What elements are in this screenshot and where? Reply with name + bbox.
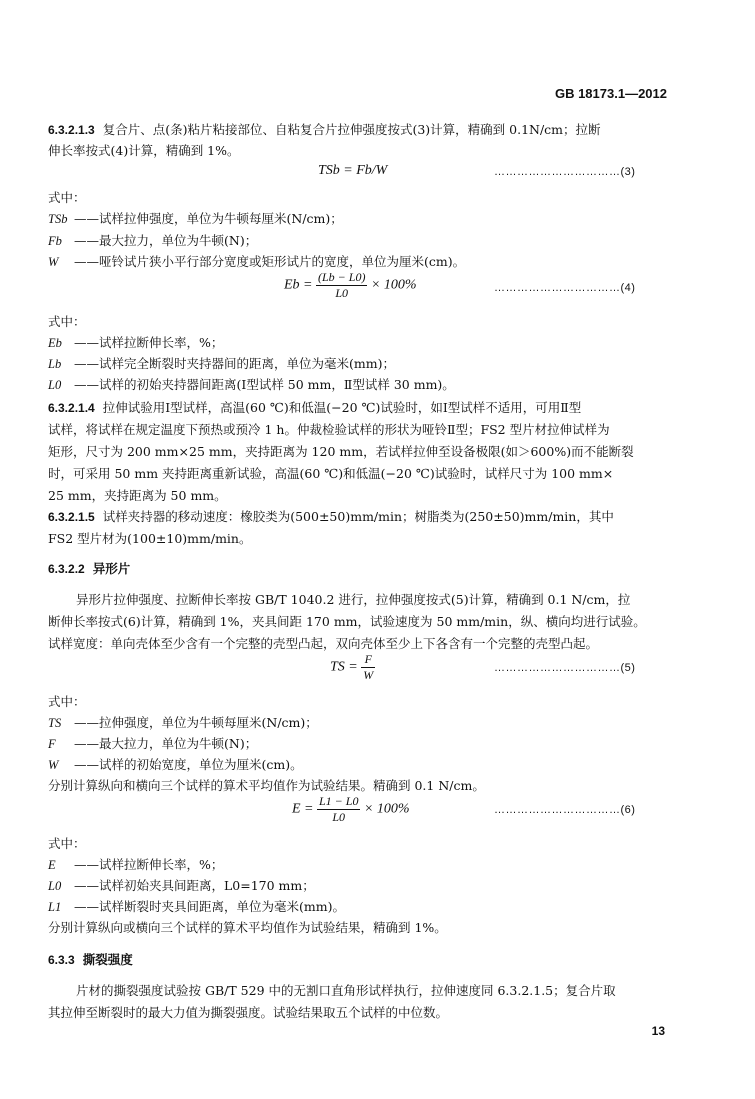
clause-text: 复合片、点(条)粘片粘接部位、自粘复合片拉伸强度按式(3)计算，精确到 0.1N/cm；拉断 xyxy=(102,122,601,137)
definition-row xyxy=(48,209,343,227)
formula-lhs: Eb = xyxy=(284,277,313,293)
fraction-denominator: L0 xyxy=(332,810,346,824)
definition-symbol: W xyxy=(48,758,59,772)
where-label: 式中： xyxy=(48,190,86,205)
definition-row xyxy=(48,897,345,915)
definition-text: ——拉伸强度，单位为牛顿每厘米(N/cm)； xyxy=(74,715,318,730)
clause-number: 6.3.2.1.3 xyxy=(48,123,95,137)
formula-lhs: E = xyxy=(292,801,314,817)
section-title: 异形片 xyxy=(92,561,131,576)
definition-row xyxy=(48,876,315,894)
fraction-numerator: (Lb − L0) xyxy=(318,270,366,284)
definition-text: ——试样的初始夹持器间距离(Ⅰ型试样 50 mm，Ⅱ型试样 30 mm)。 xyxy=(74,377,455,392)
definition-text: ——哑铃试片狭小平行部分宽度或矩形试片的宽度，单位为厘米(cm)。 xyxy=(74,254,466,269)
fraction-denominator: W xyxy=(363,668,374,682)
clause-6-3-2-1-5 xyxy=(48,507,614,525)
section-title: 撕裂强度 xyxy=(82,952,133,967)
definition-symbol: F xyxy=(48,737,56,751)
definition-symbol: L0 xyxy=(48,879,62,893)
definition-symbol: Lb xyxy=(48,357,62,371)
fraction-numerator: L1 − L0 xyxy=(319,794,359,808)
definition-row xyxy=(48,252,465,270)
definition-text: ——最大拉力，单位为牛顿(N)； xyxy=(74,736,258,751)
result-note: 分别计算纵向或横向三个试样的算术平均值作为试验结果，精确到 1%。 xyxy=(48,920,447,935)
definition-row xyxy=(48,231,257,249)
definition-symbol: L0 xyxy=(48,378,62,392)
paragraph-line: 试样宽度：单向壳体至少含有一个完整的壳型凸起，双向壳体至少上下各含有一个完整的壳型凸起。 xyxy=(48,636,599,651)
definition-text: ——试样拉断伸长率，%； xyxy=(74,857,224,872)
clause-text-line: 时，可采用 50 mm 夹持距离重新试验，高温(60 ℃)和低温(−20 ℃)试验时，试样尺寸为 100 mm× xyxy=(48,466,614,481)
clause-text-line: 试样，将试样在规定温度下预热或预冷 1 h。仲裁检验试样的形状为哑铃Ⅱ型；FS2 型片材拉伸试样为 xyxy=(48,422,610,437)
definition-row xyxy=(48,354,395,372)
definition-text: ——最大拉力，单位为牛顿(N)； xyxy=(74,233,258,248)
definition-row xyxy=(48,734,257,752)
definition-text: ——试样拉断伸长率，%； xyxy=(74,335,224,350)
fraction-numerator: F xyxy=(361,652,375,668)
fraction-denominator: L0 xyxy=(335,286,349,300)
definition-text: ——试样的初始宽度，单位为厘米(cm)。 xyxy=(74,757,303,772)
definition-symbol: TSb xyxy=(48,212,68,226)
definition-text: ——试样断裂时夹具间距离，单位为毫米(mm)。 xyxy=(74,899,345,914)
definition-row xyxy=(48,713,318,731)
section-heading-6-3-3 xyxy=(48,950,133,968)
clause-number: 6.3.2.1.5 xyxy=(48,510,95,524)
definition-row xyxy=(48,375,455,393)
formula-6 xyxy=(292,794,410,825)
clause-text: 拉伸试验用Ⅰ型试样，高温(60 ℃)和低温(−20 ℃)试验时，如Ⅰ型试样不适用，可用Ⅱ型 xyxy=(102,400,582,415)
paragraph-line: 断伸长率按式(6)计算，精确到 1%，夹具间距 170 mm，试验速度为 50 mm/min，纵、横向均进行试验。 xyxy=(48,614,646,629)
equation-number-6: ……………………………(6) xyxy=(494,804,636,816)
definition-row xyxy=(48,755,303,773)
definition-symbol: Eb xyxy=(48,336,62,350)
formula-rhs: × 100% xyxy=(363,801,410,817)
clause-number: 6.3.3 xyxy=(48,953,75,967)
standard-code: GB 18173.1—2012 xyxy=(554,86,667,101)
definition-symbol: TS xyxy=(48,716,62,730)
formula-5 xyxy=(330,652,375,683)
paragraph-line: 其拉伸至断裂时的最大力值为撕裂强度。试验结果取五个试样的中位数。 xyxy=(48,1005,449,1020)
definition-text: ——试样初始夹具间距离，L0=170 mm； xyxy=(74,878,315,893)
clause-number: 6.3.2.2 xyxy=(48,562,85,576)
definition-symbol: Fb xyxy=(48,234,62,248)
where-label: 式中： xyxy=(48,314,86,329)
formula-3: TSb = Fb/W xyxy=(318,163,388,178)
clause-text-line: 25 mm，夹持距离为 50 mm。 xyxy=(48,488,227,503)
definition-row xyxy=(48,855,223,873)
paragraph-line: 片材的撕裂强度试验按 GB/T 529 中的无割口直角形试样执行，拉伸速度同 6.3.2.1.5；复合片取 xyxy=(76,983,616,998)
clause-text-line: 伸长率按式(4)计算，精确到 1%。 xyxy=(48,143,240,158)
clause-text-line: 矩形，尺寸为 200 mm×25 mm，夹持距离为 120 mm，若试样拉伸至设备极限(如＞600%)而不能断裂 xyxy=(48,444,634,459)
definition-symbol: L1 xyxy=(48,900,62,914)
fraction xyxy=(316,270,367,301)
clause-text: 试样夹持器的移动速度：橡胶类为(500±50)mm/min；树脂类为(250±50)mm/min，其中 xyxy=(102,509,614,524)
result-note: 分别计算纵向和横向三个试样的算术平均值作为试验结果。精确到 0.1 N/cm。 xyxy=(48,778,485,793)
equation-number-4: ……………………………(4) xyxy=(494,282,636,294)
section-heading-6-3-2-2 xyxy=(48,559,130,577)
clause-6-3-2-1-3 xyxy=(48,120,601,138)
equation-number-3: ……………………………(3) xyxy=(494,166,636,178)
definition-text: ——试样完全断裂时夹持器间的距离，单位为毫米(mm)； xyxy=(74,356,395,371)
definition-text: ——试样拉伸强度，单位为牛顿每厘米(N/cm)； xyxy=(74,211,343,226)
clause-6-3-2-1-4 xyxy=(48,398,581,416)
definition-symbol: E xyxy=(48,858,56,872)
formula-rhs: × 100% xyxy=(370,277,417,293)
where-label: 式中： xyxy=(48,694,86,709)
page-number: 13 xyxy=(651,1024,665,1038)
equation-number-5: ……………………………(5) xyxy=(494,662,636,674)
clause-number: 6.3.2.1.4 xyxy=(48,401,95,415)
formula-4 xyxy=(284,270,417,301)
fraction xyxy=(317,794,360,825)
paragraph-line: 异形片拉伸强度、拉断伸长率按 GB/T 1040.2 进行，拉伸强度按式(5)计算，精确到 0.1 N/cm，拉 xyxy=(76,592,631,607)
definition-symbol: W xyxy=(48,255,59,269)
where-label: 式中： xyxy=(48,836,86,851)
fraction xyxy=(361,652,375,683)
definition-row xyxy=(48,333,223,351)
formula-lhs: TS = xyxy=(330,659,358,675)
clause-text-line: FS2 型片材为(100±10)mm/min。 xyxy=(48,531,252,546)
